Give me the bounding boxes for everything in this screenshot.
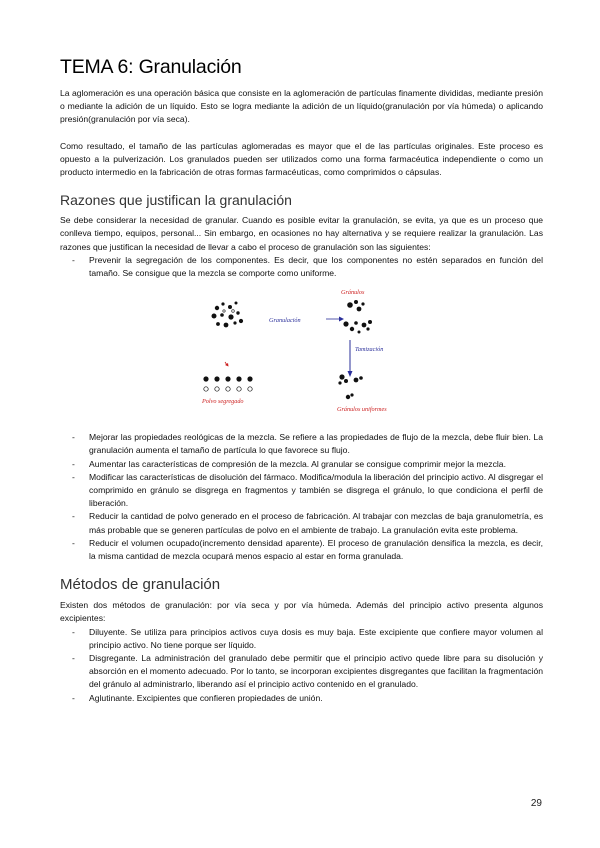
granulation-diagram bbox=[60, 285, 543, 425]
section-heading-razones: Razones que justifican la granulación bbox=[60, 192, 292, 209]
bullet-dash: - bbox=[72, 537, 75, 548]
bullet-dash: - bbox=[72, 471, 75, 482]
bullet-dash: - bbox=[72, 511, 75, 522]
razones-paragraph: Se debe considerar la necesidad de granular. Cuando es posible evitar la granulación, se evita, ya que es un proceso que conlleva tiempo, equipos, personal... Sin embargo, en ocasiones no hay alternativa y se requiere realizar la granulación. Las razones que justifican la necesidad de llevar a cabo el proceso de granulación son las siguientes: bbox=[60, 215, 543, 252]
list-item: - Aumentar las características de compresión de la mezcla. Al granular se consigue comprimir mejor la mezcla. bbox=[60, 458, 543, 471]
label-granulacion: Granulación bbox=[269, 317, 301, 325]
bullet-dash: - bbox=[72, 254, 75, 265]
list-item: - Aglutinante. Excipientes que confieren propiedades de unión. bbox=[60, 692, 543, 705]
list-item: - Reducir la cantidad de polvo generado en el proceso de fabricación. Al trabajar con mezclas de baja granulometría, es más probable que se generen partículas de polvo en el ambiente de trabajo. La granulación evita este problema. bbox=[72, 511, 543, 535]
mixed-powder-cluster bbox=[212, 302, 244, 328]
uniform-granules-cluster bbox=[338, 375, 362, 400]
intro-paragraph-2: Como resultado, el tamaño de las partículas aglomeradas es mayor que el de las partículas originales. Este proceso es opuesto a la pulverización. Los granulados pueden ser utilizados como una forma farmacéutica independiente o como un producto intermedio en la fabricación de otras formas farmacéuticas, como comprimidos o cápsulas. bbox=[60, 140, 543, 178]
document-page bbox=[60, 56, 543, 705]
bullet-dash: - bbox=[72, 692, 75, 703]
granules-cluster bbox=[343, 300, 372, 334]
bullet-dash: - bbox=[72, 432, 75, 443]
page-number: 29 bbox=[530, 798, 542, 809]
label-granulos: Gránulos bbox=[341, 289, 365, 297]
metodos-paragraph: Existen dos métodos de granulación: por vía seca y por vía húmeda. Además del principio activo presenta algunos excipientes: bbox=[60, 600, 543, 624]
bullet-dash: - bbox=[72, 626, 75, 637]
metodos-list bbox=[60, 626, 543, 705]
list-item: - Prevenir la segregación de los componentes. Es decir, que los componentes no estén separados en función del tamaño. Se consigue que la mezcla se comporte como uniforme. bbox=[72, 254, 543, 279]
label-polvo-segregado: Polvo segregado bbox=[202, 398, 244, 406]
list-item: - Disgregante. La administración del granulado debe permitir que el principio activo quede libre para su disolución y absorción en el momento adecuado. Por lo tanto, se incorporan excipientes disgregantes que facilitan la fragmentación del gránulo al administrarlo, liberando así el principio activo contenido en el granulado. bbox=[72, 653, 543, 690]
bullet-dash: - bbox=[72, 653, 75, 664]
segregated-powder-top bbox=[203, 377, 252, 382]
bullet-dash: - bbox=[72, 458, 75, 469]
list-item: - Mejorar las propiedades reológicas de la mezcla. Se refiere a las propiedades de flujo de la mezcla, debe fluir bien. La granulación aumenta el tamaño de partícula lo que favorece su flujo. bbox=[72, 432, 543, 456]
section-heading-metodos: Métodos de granulación bbox=[60, 576, 221, 594]
diagram-svg bbox=[60, 285, 543, 425]
label-tamizacion: Tamización bbox=[355, 346, 384, 354]
intro-paragraph-1: La aglomeración es una operación básica que consiste en la aglomeración de partículas finamente divididas, mediante presión o mediante la adición de un líquido. Esto se logra mediante la adición de un líquido(granulación por vía húmeda) o aplicando presión(granulación por vía seca). bbox=[60, 88, 543, 125]
razones-list-first bbox=[60, 254, 543, 280]
list-item: - Diluyente. Se utiliza para principios activos cuya dosis es muy baja. Este excipiente que confiere mayor volumen al principio activo. No tiene porque ser líquido. bbox=[72, 626, 543, 650]
razones-list bbox=[60, 431, 543, 563]
segregated-powder-bottom bbox=[204, 387, 252, 391]
label-granulos-uniformes: Gránulos uniformes bbox=[337, 406, 387, 414]
page-title: TEMA 6: Granulación bbox=[60, 56, 242, 78]
list-item: - Modificar las características de disolución del fármaco. Modifica/modula la liberación del principio activo. Al disgregar el comprimido en gránulo se disgrega en fragmentos y también se disgrega el gránulo, lo que condiciona el perfil de liberación. bbox=[72, 471, 543, 509]
list-item: - Reducir el volumen ocupado(incremento densidad aparente). El proceso de granulación densifica la mezcla, es decir, la misma cantidad de mezcla ocupará menos espacio al estar en forma granulada. bbox=[72, 537, 543, 562]
